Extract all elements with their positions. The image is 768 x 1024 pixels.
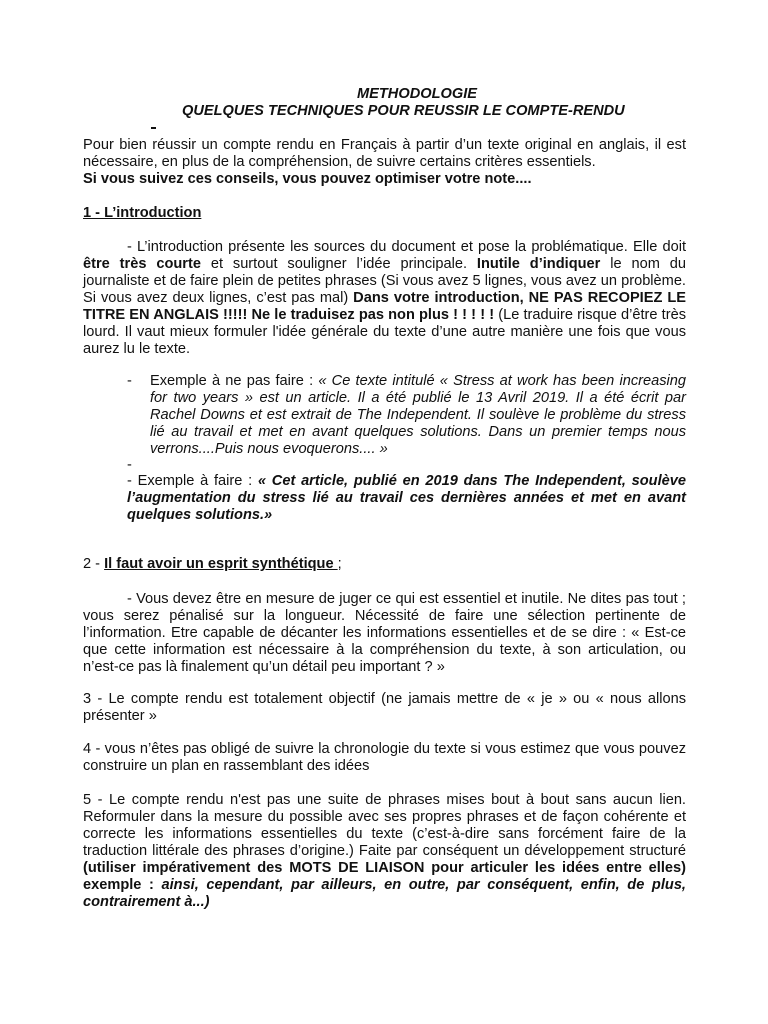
section-1-title: 1 - L’introduction bbox=[83, 205, 202, 221]
example-1-dash: - bbox=[127, 373, 132, 389]
s1-bold-1: être très courte bbox=[83, 256, 201, 272]
section-1-body bbox=[83, 239, 686, 358]
s5-text: 5 - Le compte rendu n'est pas une suite de phrases mises bout à bout sans aucun lien. Reformuler dans la mesure du possible avec ses propres phrases et de façon cohérente et correcte les informations essentielles du texte (c’est-à-dire sans forcément faire de la traduction littérale des phrases d’origine.) Faite par conséquent un développement structuré bbox=[83, 792, 686, 859]
example-1 bbox=[150, 373, 686, 458]
s3-text: 3 - Le compte rendu est totalement objectif (ne jamais mettre de « je » ou « nous allons présenter » bbox=[83, 691, 686, 724]
document-subtitle: QUELQUES TECHNIQUES POUR REUSSIR LE COMPTE-RENDU bbox=[182, 103, 625, 119]
example-1-label: Exemple à ne pas faire : bbox=[150, 373, 319, 389]
section-5 bbox=[83, 792, 686, 911]
s1-text-3: le nom du journaliste et de faire plein de petites phrases (Si vous avez 5 lignes, vous avez un problème. Si vous avez deux lignes, c’est pas mal) bbox=[83, 256, 686, 306]
s1-bold-2: Inutile d’indiquer bbox=[476, 256, 601, 272]
section-2-punct: ; bbox=[337, 556, 342, 572]
stray-mark bbox=[151, 127, 156, 129]
s4-text: 4 - vous n’êtes pas obligé de suivre la chronologie du texte si vous estimez que vous pouvez construire un plan en rassemblant des idées bbox=[83, 741, 686, 774]
example-2 bbox=[127, 473, 686, 524]
section-2-body bbox=[83, 591, 686, 676]
s1-text-1: - L’introduction présente les sources du document et pose la problématique. Elle doit bbox=[127, 239, 686, 255]
s1-text-4: (Le traduire risque d’être très lourd. Il vaut mieux formuler l'idée générale du texte d’une autre manière une fois que vous aurez lu le texte. bbox=[83, 307, 686, 357]
s5-bold-italic: ainsi, cependant, par ailleurs, en outre, par conséquent, enfin, de plus, contrairement à...) bbox=[83, 877, 686, 910]
intro-tip: Si vous suivez ces conseils, vous pouvez optimiser votre note.... bbox=[83, 171, 532, 187]
s1-bold-3: Dans votre introduction, NE PAS RECOPIEZ LE TITRE EN ANGLAIS !!!!! Ne le traduisez pas non plus ! ! ! ! ! bbox=[83, 290, 687, 323]
s2-text: - Vous devez être en mesure de juger ce qui est essentiel et inutile. Ne dites pas tout ; vous serez pénalisé sur la longueur. Nécessité de faire une sélection pertinente de l’information. Etre capable de décanter les informations essentielles et de se dire : « Est-ce que cette information est nécessaire à la compréhension du texte, à son articulation, ou n’est-ce pas là finalement qu’un détail peu important ? » bbox=[83, 591, 686, 675]
example-2-text: « Cet article, publié en 2019 dans The Independent, soulève l’augmentation du stress lié au travail ces dernières années et met en avant quelques solutions.» bbox=[127, 473, 686, 523]
example-1-text: « Ce texte intitulé « Stress at work has been increasing for two years » est un article. Il a été publié le 13 Avril 2019. Il a été écrit par Rachel Downs et est extrait de The Independent. Il soulève le problème du stress lié au travail et met en avant quelques solutions. Dans un premier temps nous verrons....Puis nous evoquerons.... » bbox=[150, 373, 686, 457]
section-2-heading bbox=[83, 556, 686, 573]
section-2-title: Il faut avoir un esprit synthétique bbox=[104, 556, 338, 572]
s5-bold: (utiliser impérativement des MOTS DE LIAISON pour articuler les idées entre elles) exemple : bbox=[83, 860, 686, 893]
intro-paragraph bbox=[83, 137, 686, 188]
section-1-heading bbox=[83, 205, 686, 222]
intro-text: Pour bien réussir un compte rendu en Français à partir d’un texte original en anglais, il est nécessaire, en plus de la compréhension, de suivre certains critères essentiels. bbox=[83, 137, 686, 170]
document-title: METHODOLOGIE bbox=[357, 86, 477, 102]
s1-text-2: et surtout souligner l’idée principale. bbox=[200, 256, 477, 272]
empty-dash: - bbox=[127, 457, 132, 473]
example-2-label: - Exemple à faire : bbox=[127, 473, 258, 489]
section-3 bbox=[83, 691, 686, 725]
section-2-number: 2 - bbox=[83, 556, 105, 572]
section-4 bbox=[83, 741, 686, 775]
